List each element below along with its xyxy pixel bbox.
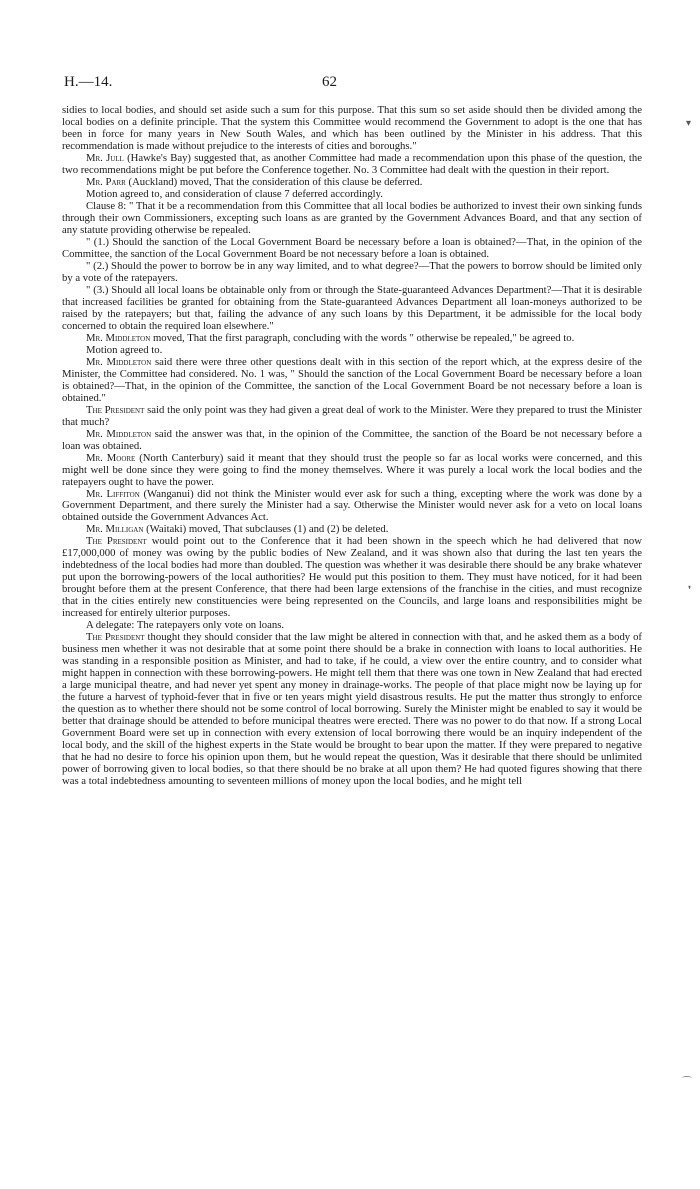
paragraph-text: " (2.) Should the power to borrow be in any way limited, and to what degree?—That the powers to borrow should be limited only by a vote of the ratepayers. [62, 259, 642, 284]
paragraph-text: " (3.) Should all local loans be obtainable only from or through the State-guaranteed Advances Department?—That it is desirable that increased facilities be granted for obtaining from the State-guaranteed Advances Department all loan-moneys authorized to be raised by the ratepayers; but that, failing the advance of any such loans by this Department, it be admissible for the local body concerned to obtain the required loan elsewhere." [62, 283, 642, 332]
paragraph-text: " (1.) Should the sanction of the Local Government Board be necessary before a loan is obtained?—That, in the opinion of the Committee, the sanction of the Local Government Board be not necessary before a loan is obtained. [62, 235, 642, 260]
paragraph-text: thought they should consider that the law might be altered in connection with that, and he asked them as a body of business men whether it was not desirable that at some point there should be a brake in connection with loans to local authorities. He was standing in a responsible position as Minister, and had to take, if he could, a view over the entire country, and to consider what might happen in connection with these borrowing-powers. He might tell them that there was one town in New Zealand that had erected a large municipal theatre, and had never yet spent any money in drainage-works. The people of that place might now be laying up for the future a harvest of typhoid-fever that in five or ten years might yield disastrous results. He put the matter thus strongly to enforce the question as to whether there should not be some control of local borrowing. Surely the Minister might be enabled to say it would be better that drainage should be attended to before municipal theatres were erected. There was no power to do that now. If a strong Local Government Board were set up in connection with every extension of local borrowing there would be an inquiry independent of the local body, and the skill of the highest experts in the State would be brought to bear upon the matter. If they were prepared to negative that he had no desire to force his opinion upon them, but he would repeat the question, Was it desirable that there should be unlimited power of borrowing given to local bodies, so that there should be no brake at all upon them? He had quoted figures showing that there was a total indebtedness amounting to seventeen millions of money upon the local bodies, and he might tell [62, 631, 642, 788]
paragraph [62, 631, 642, 787]
speaker-name: Mr. Jull [86, 151, 124, 164]
paragraph-text: sidies to local bodies, and should set aside such a sum for this purpose. That this sum so set aside should then be divided among the local bodies on a definite principle. That the system this Committee would recommend the Government to adopt is the one that has been in force for many years in New South Wales, and which has been outlined by the Minister in his address. That this recommendation is made without prejudice to the interests of cities and boroughs." [62, 104, 642, 152]
paragraph [62, 523, 642, 535]
speaker-name: Mr. Middleton [86, 427, 152, 440]
paragraph-text: said the answer was that, in the opinion of the Committee, the sanction of the Board be not necessary before a loan was obtained. [62, 427, 642, 452]
paragraph-text: (Auckland) moved, That the consideration of this clause be deferred. [125, 175, 423, 188]
speaker-name: Mr. Parr [86, 175, 126, 188]
scan-margin-mark: ▾ [686, 118, 692, 129]
paragraph [62, 152, 642, 176]
paragraph [62, 284, 642, 332]
paragraph-text: said the only point was they had given a great deal of work to the Minister. Were they prepared to trust the Minister that much? [62, 403, 642, 428]
speaker-name: The President [86, 403, 145, 416]
paragraph [62, 332, 642, 344]
page-number: 62 [322, 74, 337, 90]
paragraph [62, 344, 642, 356]
paragraph-text: (Waitaki) moved, That subclauses (1) and (2) be deleted. [143, 523, 389, 536]
paragraph [62, 356, 642, 404]
paragraph [62, 236, 642, 260]
paragraph [62, 260, 642, 284]
paragraph-text: would point out to the Conference that it had been shown in the speech which he had delivered that now £17,000,000 of money was owing by the public bodies of New Zealand, and it was shown also that during the last ten years the indebtedness of the local bodies had more than doubled. The question was whether it was desirable there should be any brake whatever put upon the borrowing-powers of the local authorities? He would put this position to them. They must have noticed, for it had been brought before them at the present Conference, that there had been large extensions of the franchise in the cities, and must recognize that in the cities entirely new constituencies were being represented on the Councils, and large loans and responsibilities might be increased for entirely ulterior purposes. [62, 535, 642, 620]
running-header [64, 74, 642, 94]
paragraph [62, 452, 642, 488]
paragraph [62, 404, 642, 428]
paragraph-text: said there were three other questions dealt with in this section of the report which, at the express desire of the Minister, the Committee had considered. No. 1 was, " Should the sanction of the Local Government Board be necessary before a loan is obtained?—That, in the opinion of the Committee, the sanction of the Local Government Board be not necessary before a loan is obtained." [62, 355, 642, 404]
paragraph-text: (Wanganui) did not think the Minister would ever ask for such a thing, excepting where the work was done by a Government Department, and there surely the Minister had a say. Otherwise the Minister would never ask for a veto on local loans obtained outside the Government Advances Act. [62, 487, 642, 524]
paragraph [62, 104, 642, 152]
speaker-name: Mr. Liffiton [86, 487, 140, 500]
speaker-name: Mr. Moore [86, 451, 136, 464]
paragraph [62, 200, 642, 236]
paragraph-text: Clause 8: " That it be a recommendation from this Committee that all local bodies be authorized to invest their own sinking funds through their own Commissioners, excepting such loans as are granted by the Government Advances Board, and that any section of any statute providing otherwise be repealed. [62, 199, 642, 236]
speaker-name: The President [86, 535, 147, 548]
paragraph [62, 176, 642, 188]
paragraph-text: A delegate: The ratepayers only vote on loans. [86, 619, 285, 632]
paragraph-text: (North Canterbury) said it meant that they should trust the people so far as local works were concerned, and this might well be done since they were going to find the money themselves. Where it was purely a local work the local bodies and the ratepayers ought to have the power. [62, 451, 642, 488]
paragraph [62, 188, 642, 200]
paragraph-text: Motion agreed to, and consideration of clause 7 deferred accordingly. [86, 187, 383, 200]
paragraph-text: moved, That the first paragraph, concluding with the words " otherwise be repealed," be agreed to. [150, 331, 575, 344]
scan-margin-mark: ❜ [688, 585, 692, 596]
scan-margin-mark: ⌒ [682, 1077, 692, 1088]
speaker-name: Mr. Middleton [86, 355, 152, 368]
speaker-name: The President [86, 631, 145, 644]
speaker-name: Mr. Milligan [86, 523, 144, 536]
sheet-reference: H.—14. [64, 74, 113, 90]
paragraph [62, 488, 642, 524]
paragraph [62, 535, 642, 619]
paragraph-text: (Hawke's Bay) suggested that, as another Committee had made a recommendation upon this phase of the question, the two recommendations might be put before the Conference together. No. 3 Committee had dealt with the question in their report. [62, 151, 642, 176]
paragraph [62, 619, 642, 631]
speaker-name: Mr. Middleton [86, 331, 151, 344]
body-text [62, 104, 642, 787]
paragraph-text: Motion agreed to. [86, 343, 163, 356]
paragraph [62, 428, 642, 452]
